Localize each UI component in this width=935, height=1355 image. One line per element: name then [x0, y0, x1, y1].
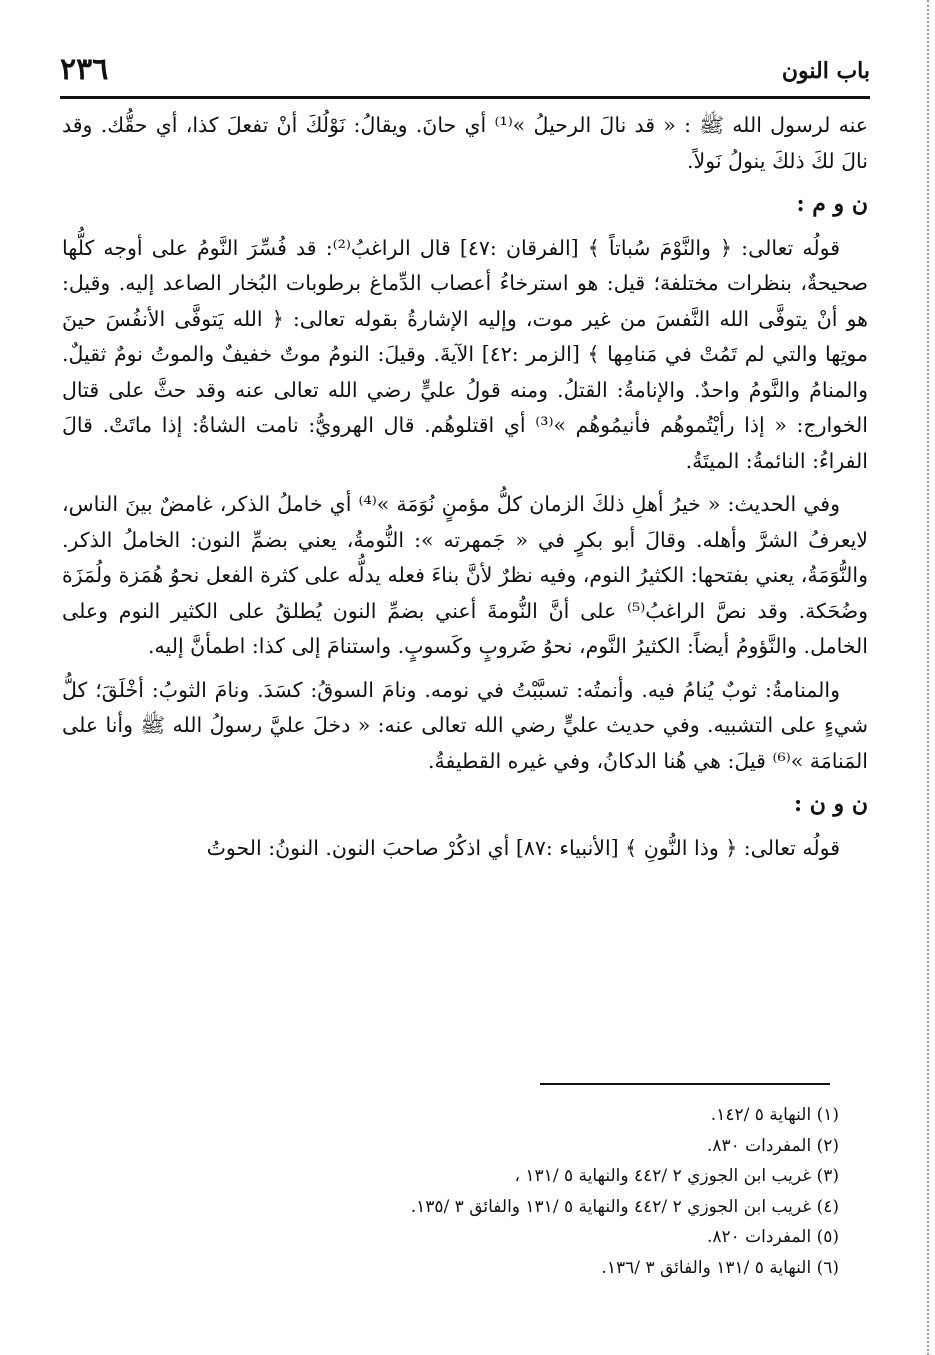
footnote-item: (٤) غريب ابن الجوزي ٢ /٤٤٢ والنهاية ٥ /١٣١ والفائق ٣ /١٣٥.: [410, 1196, 839, 1217]
page-edge-dotted-border: [927, 0, 929, 1355]
footnote-item: (٣) غريب ابن الجوزي ٢ /٤٤٢ والنهاية ٥ /١٣١ ،: [514, 1166, 839, 1186]
root-heading: ن و ن :: [793, 791, 868, 817]
body-paragraph: قولُه تعالى: ﴿ وذا النُّونِ ﴾ [الأنبياء :٨٧] أي اذكُرْ صاحبَ النون. النونُ: الحوتُ: [206, 835, 840, 860]
body-paragraph: عنه لرسول الله ﷺ : « قد نالَ الرحيلُ »⁽¹⁾ أي حانَ. ويقالُ: نَوْلُكَ أنْ تفعلَ كذا، أي حقُّك. وقد نالَ لكَ ذلكَ ينولُ نَولاً.: [62, 113, 869, 173]
root-heading: ن و م :: [796, 191, 868, 217]
page-header: [60, 52, 870, 92]
running-title: باب النون: [781, 58, 870, 84]
footnote-item: (٦) النهاية ٥ /١٣١ والفائق ٣ /١٣٦.: [601, 1257, 839, 1278]
body-paragraph: وفي الحديث: « خيرُ أهلِ ذلكَ الزمان كلُّ مؤمنٍ نُوَمَة »⁽⁴⁾ أي خاملُ الذكر، غامضٌ بينَ الناس، لايعرفُ الشرَّ وأهله. وقالَ أبو بكرٍ في « جَمهرته »: النُّومةُ، يعني بضمِّ النون: الخاملُ الذكر. والنُّوَمَةُ، يعني بفتحها: الكثيرُ النوم، وفيه نظرٌ لأنَّ بناءَ فعله يدلُّه على كثرة الفعل نحوُ هُمَزة ولُمَزَة وضُحَكة. وقد نصَّ الراغبُ⁽⁵⁾ على أنَّ النُّومةَ أعني بضمِّ النون يُطلقُ على الكثير النوم وعلى الخامل. والنَّؤومُ أيضاً: الكثيرُ النَّوم، نحوُ ضَروبٍ وكَسوبٍ. واستنامَ إلى كذا: اطمأنَّ إليه.: [62, 492, 869, 658]
footnote-separator: [540, 1083, 830, 1085]
footnote-item: (٢) المفردات ٨٣٠.: [706, 1135, 839, 1156]
main-text: [62, 108, 868, 874]
footnotes: [319, 1100, 839, 1283]
body-paragraph: قولُه تعالى: ﴿ والنَّوْمَ سُباتاً ﴾ [الفرقان :٤٧] قال الراغبُ⁽²⁾: قد فُسِّرَ النَّومُ على أوجه كلُّها صحيحةٌ، بنظرات مختلفة؛ قيل: هو استرخاءُ أعصاب الدِّماغ برطوبات البُخار الصاعد إليه. وقيل: هو أنْ يتوفَّى الله النَّفسَ من غير موت، وإليه الإشارةُ بقوله تعالى: ﴿ الله يَتوفَّى الأنفُسَ حينَ موتِها والتي لم تَمُتْ في مَنامِها ﴾ [الزمر :٤٢] الآيةَ. وقيلَ: النومُ موتٌ خفيفٌ والموتُ نومٌ ثقيلٌ. والمنامُ والنَّومُ واحدٌ. والإنامةُ: القتلُ. ومنه قولُ عليٍّ رضي الله تعالى عنه وقد حثَّ على قتال الخوارج: « إذا رأيْتُموهُم فأنيمُوهُم »⁽³⁾ أي اقتلوهُم. قال الهرويُّ: نامت الشاةُ: إذا ماتَتْ. قالَ الفراءُ: النائمةُ: الميتَةُ.: [62, 235, 869, 473]
body-paragraph: والمنامةُ: ثوبٌ يُنامُ فيه. وأنمتُه: تسبَّبْتُ في نومه. ونامَ السوقُ: كسَدَ. ونامَ الثوبُ: أخْلَقَ؛ كلُّ شيءٍ على التشبيه. وفي حديث عليٍّ رضي الله تعالى عنه: « دخلَ عليَّ رسولُ الله ﷺ وأنا على المَنامَة »⁽⁶⁾ قيلَ: هي هُنا الدكانُ، وفي غيره القطيفةُ.: [62, 677, 868, 773]
footnote-item: (٥) المفردات ٨٢٠.: [706, 1227, 839, 1247]
page-number: ٢٣٦: [60, 52, 109, 87]
header-rule: [60, 96, 870, 99]
footnote-item: (١) النهاية ٥ /١٤٢.: [710, 1105, 839, 1125]
